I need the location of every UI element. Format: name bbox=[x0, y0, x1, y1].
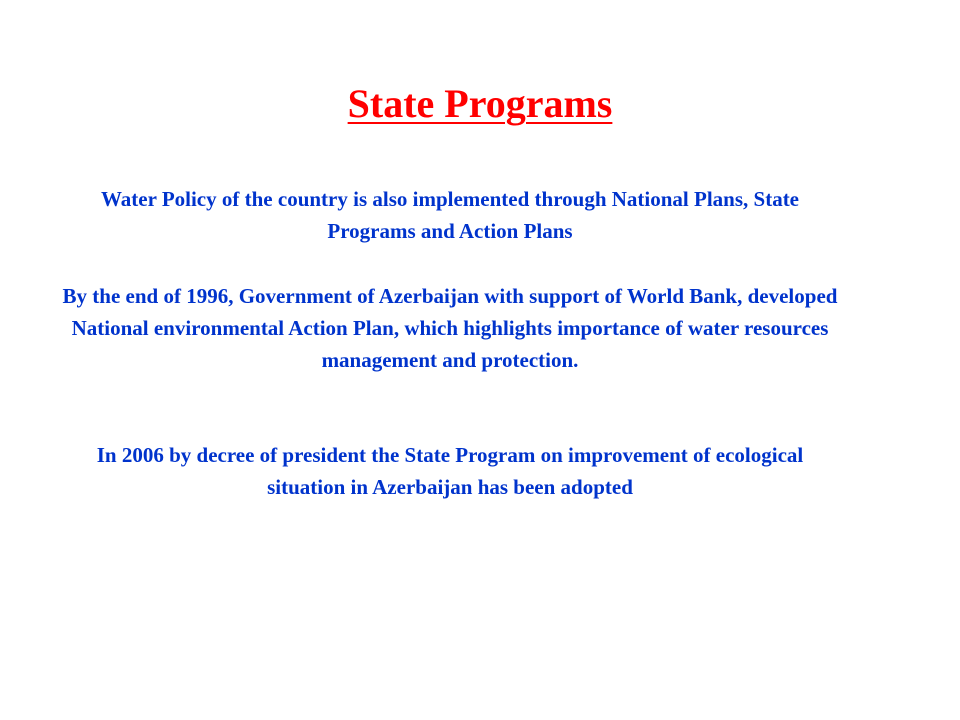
paragraph-state-program-2006: In 2006 by decree of president the State Program on improvement of ecological situation in Azerbaijan has been adopted bbox=[96, 443, 804, 499]
slide-title: State Programs bbox=[347, 81, 613, 126]
paragraph-action-plan-1996: By the end of 1996, Government of Azerbaijan with support of World Bank, developed National environmental Action Plan, which highlights importance of water resources management and protection. bbox=[62, 284, 838, 372]
paragraph-water-policy: Water Policy of the country is also implemented through National Plans, State Programs and Action Plans bbox=[100, 187, 800, 243]
